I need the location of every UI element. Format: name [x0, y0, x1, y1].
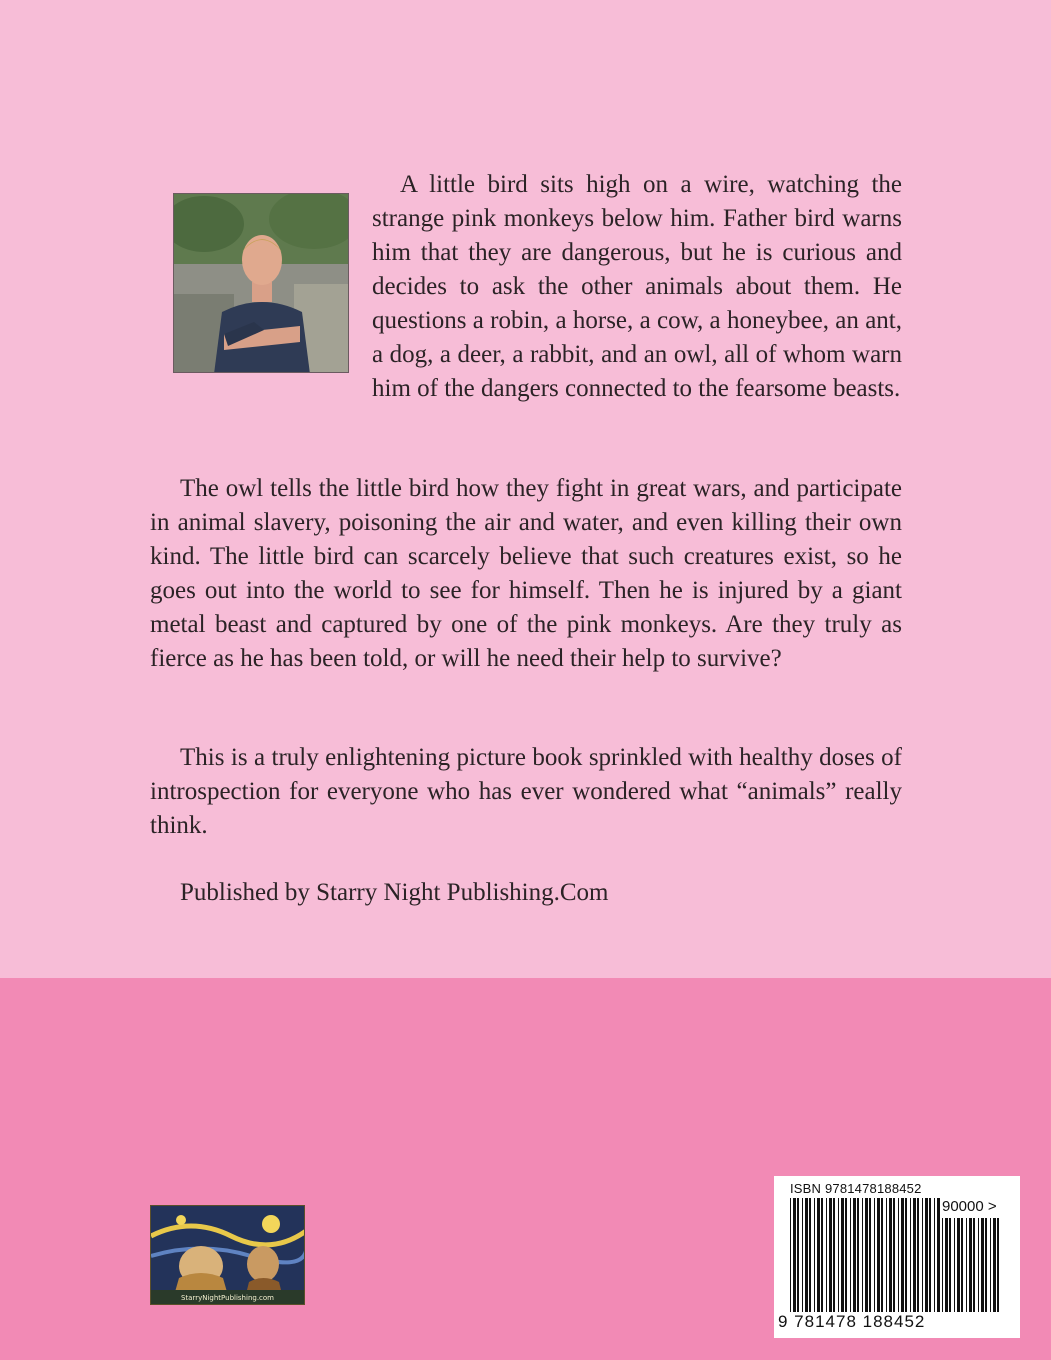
barcode-bar: [797, 1198, 799, 1312]
barcode-bar: [805, 1198, 808, 1312]
barcode-bar: [850, 1198, 851, 1312]
barcode-bar: [886, 1198, 887, 1312]
barcode-bar: [853, 1198, 856, 1312]
barcode-bar: [790, 1198, 791, 1312]
barcode-bar: [826, 1198, 827, 1312]
barcode-bar: [857, 1198, 859, 1312]
barcode-bar: [993, 1218, 996, 1312]
barcode-bar: [937, 1198, 940, 1312]
barcode-bar: [917, 1198, 919, 1312]
publisher-line: Published by Starry Night Publishing.Com: [180, 879, 609, 906]
isbn-barcode-box: [774, 1176, 1020, 1338]
description-paragraph-2: The owl tells the little bird how they fight in great wars, and participate in animal slavery, poisoning the air and water, and even killing their own kind. The little bird can scarcely believe that such creatures exist, so he goes out into the world to see for himself. Then he is injured by a giant metal beast and captured by one of the pink monkeys. Are they truly as fierce as he has been told, or will he need their help to survive?: [150, 475, 902, 672]
barcode-bar: [922, 1198, 923, 1312]
barcode-bar: [821, 1198, 823, 1312]
publisher-logo-caption: StarryNightPublishing.com: [180, 1294, 274, 1302]
barcode-bar: [945, 1218, 948, 1312]
barcode-addon-label: 90000 >: [942, 1198, 997, 1215]
barcode-bar: [841, 1198, 844, 1312]
barcode-bar: [833, 1198, 835, 1312]
barcode-bar: [925, 1198, 928, 1312]
barcode-bar: [814, 1198, 815, 1312]
description-paragraph-3: This is a truly enlightening picture book sprinkled with healthy doses of introspection for everyone who has ever wondered what “animals” really think.: [150, 744, 902, 839]
barcode-bar: [966, 1218, 967, 1312]
barcode-bar: [997, 1218, 999, 1312]
barcode-bar: [978, 1218, 979, 1312]
barcode-bar: [845, 1198, 847, 1312]
isbn-barcode-bars: [790, 1198, 940, 1312]
barcode-bar: [981, 1218, 984, 1312]
barcode-bar: [961, 1218, 963, 1312]
barcode-bar: [889, 1198, 892, 1312]
barcode-bar: [898, 1198, 899, 1312]
barcode-bar: [985, 1218, 987, 1312]
barcode-bar: [862, 1198, 863, 1312]
barcode-bar: [949, 1218, 951, 1312]
barcode-bar: [905, 1198, 907, 1312]
barcode-bar: [942, 1218, 943, 1312]
barcode-bar: [990, 1218, 991, 1312]
barcode-bar: [874, 1198, 875, 1312]
description-paragraph-1: [150, 168, 902, 406]
barcode-bar: [893, 1198, 895, 1312]
barcode-bar: [973, 1218, 975, 1312]
barcode-bar: [877, 1198, 880, 1312]
barcode-bar: [901, 1198, 904, 1312]
barcode-bar: [865, 1198, 868, 1312]
barcode-bar: [829, 1198, 832, 1312]
barcode-digits: 9 781478 188452: [778, 1312, 926, 1331]
barcode-bar: [838, 1198, 839, 1312]
addon-barcode-bars: [942, 1218, 1004, 1312]
barcode-bar: [802, 1198, 803, 1312]
barcode-bar: [809, 1198, 811, 1312]
barcode-bar: [929, 1198, 931, 1312]
barcode-bar: [869, 1198, 871, 1312]
barcode-bar: [793, 1198, 796, 1312]
isbn-label: ISBN 9781478188452: [790, 1181, 922, 1196]
barcode-bar: [913, 1198, 916, 1312]
description-paragraph-1-text: A little bird sits high on a wire, watching the strange pink monkeys below him. Father bird warns him that they are dangerous, but he is curious and decides to ask the other animals about them. He questions a robin, a horse, a cow, a honeybee, an ant, a dog, a deer, a rabbit, and an owl, all of whom warn him of the dangers connected to the fearsome beasts.: [372, 171, 902, 402]
barcode-bar: [969, 1218, 972, 1312]
barcode-bar: [817, 1198, 820, 1312]
barcode-bar: [934, 1198, 935, 1312]
barcode-bar: [954, 1218, 955, 1312]
photo-text-wrap-space: [150, 168, 372, 404]
barcode-bar: [881, 1198, 883, 1312]
barcode-bar: [910, 1198, 911, 1312]
barcode-bar: [957, 1218, 960, 1312]
publisher-logo: [150, 1205, 305, 1305]
